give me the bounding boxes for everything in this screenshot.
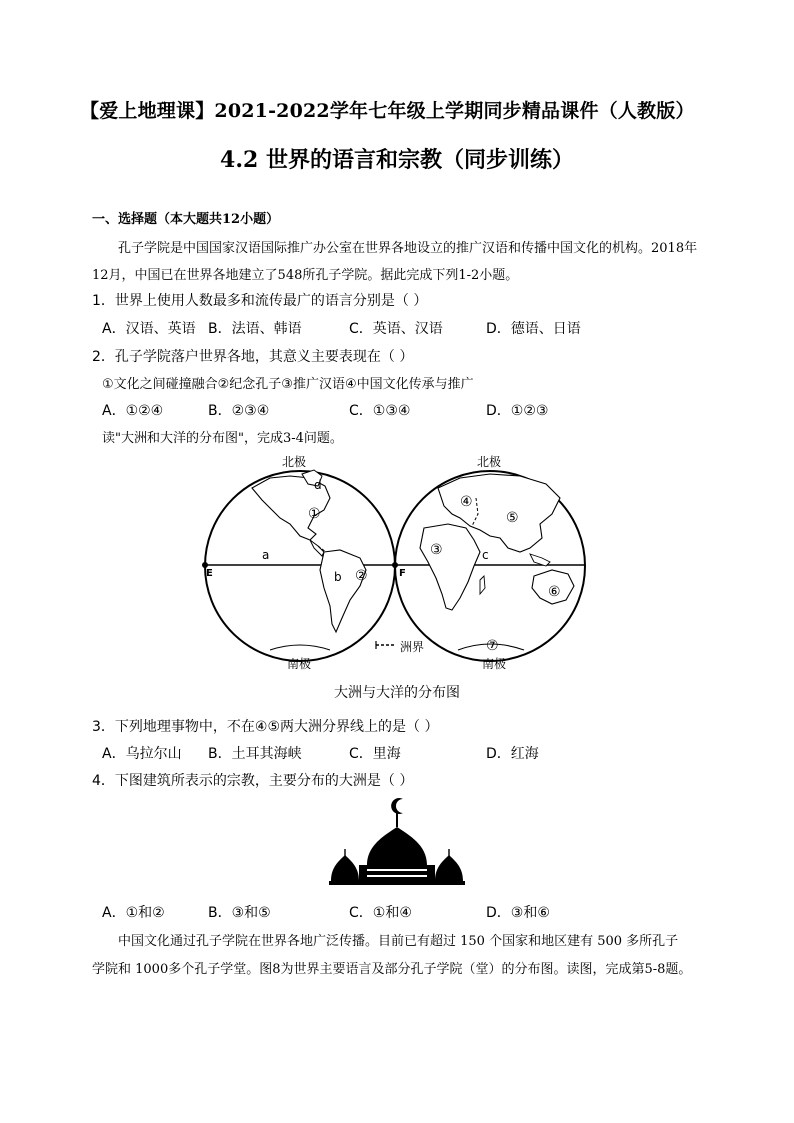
question-1-stem: 1．世界上使用人数最多和流传最广的语言分别是（ ） [92, 293, 428, 309]
question-4-stem: 4．下图建筑所表示的宗教，主要分布的大洲是（ ） [92, 773, 414, 789]
map-instruction: 读"大洲和大洋的分布图"，完成3-4问题。 [102, 431, 343, 446]
question-4-option-c[interactable]: C．①和④ [349, 905, 412, 921]
question-2-stem: 2．孔子学院落户世界各地，其意义主要表现在（ ） [92, 349, 414, 365]
south-pole-label-east: 南极 [482, 657, 507, 671]
continent-6-label: ⑥ [548, 584, 561, 600]
question-3-option-c[interactable]: C．里海 [349, 746, 401, 762]
point-f-marker [392, 562, 398, 568]
document-subtitle: 4.2 世界的语言和宗教（同步训练） [220, 147, 574, 173]
continent-5-label: ⑤ [506, 510, 519, 526]
question-2-option-a[interactable]: A．①②④ [102, 403, 164, 419]
continent-4-label: ④ [460, 494, 473, 510]
continent-7-label: ⑦ [486, 638, 499, 654]
question-4-option-d[interactable]: D．③和⑥ [486, 905, 550, 921]
label-d: d [314, 478, 322, 492]
question-2-option-b[interactable]: B．②③④ [208, 403, 270, 419]
intro-line-1: 孔子学院是中国国家汉语国际推广办公室在世界各地设立的推广汉语和传播中国文化的机构。2018年 [118, 241, 698, 256]
question-4-option-a[interactable]: A．①和② [102, 905, 165, 921]
north-pole-label-east: 北极 [477, 455, 502, 469]
question-1-option-d[interactable]: D．德语、日语 [486, 321, 581, 337]
question-3-option-b[interactable]: B．土耳其海峡 [208, 746, 302, 762]
intro2-line-2: 学院和 1000多个孔子学堂。图8为世界主要语言及部分孔子学院（堂）的分布图。读图，完成第5-8题。 [92, 962, 692, 977]
boundary-legend-label: 洲界 [400, 640, 425, 654]
intro2-line-1: 中国文化通过孔子学院在世界各地广泛传播。目前已有超过 150 个国家和地区建有 500 多所孔子 [118, 934, 679, 949]
label-b: b [334, 570, 342, 584]
continent-2-label: ② [355, 568, 368, 584]
section-heading: 一、选择题（本大题共12小题） [92, 212, 280, 227]
mosque-icon [327, 795, 467, 887]
intro-line-2: 12月，中国已在世界各地建立了548所孔子学院。据此完成下列1-2小题。 [92, 268, 519, 283]
question-1-option-a[interactable]: A．汉语、英语 [102, 321, 196, 337]
label-f: F [399, 568, 406, 579]
document-title: 【爱上地理课】2021-2022学年七年级上学期同步精品课件（人教版） [80, 100, 695, 122]
label-c: c [482, 548, 489, 562]
question-3-stem: 3．下列地理事物中，不在④⑤两大洲分界线上的是（ ） [92, 719, 439, 735]
map-caption: 大洲与大洋的分布图 [334, 685, 460, 701]
question-2-statements: ①文化之间碰撞融合②纪念孔子③推广汉语④中国文化传承与推广 [102, 377, 474, 392]
question-2-option-d[interactable]: D．①②③ [486, 403, 549, 419]
question-3-option-d[interactable]: D．红海 [486, 746, 539, 762]
question-1-option-c[interactable]: C．英语、汉语 [349, 321, 443, 337]
continent-1-label: ① [308, 506, 321, 522]
label-e: E [206, 568, 213, 579]
continent-3-label: ③ [430, 542, 443, 558]
north-pole-label-west: 北极 [282, 455, 307, 469]
question-1-option-b[interactable]: B．法语、韩语 [208, 321, 302, 337]
label-a: a [262, 548, 270, 562]
question-2-option-c[interactable]: C．①③④ [349, 403, 411, 419]
question-3-option-a[interactable]: A．乌拉尔山 [102, 746, 182, 762]
question-4-option-b[interactable]: B．③和⑤ [208, 905, 271, 921]
south-pole-label-west: 南极 [287, 657, 312, 671]
